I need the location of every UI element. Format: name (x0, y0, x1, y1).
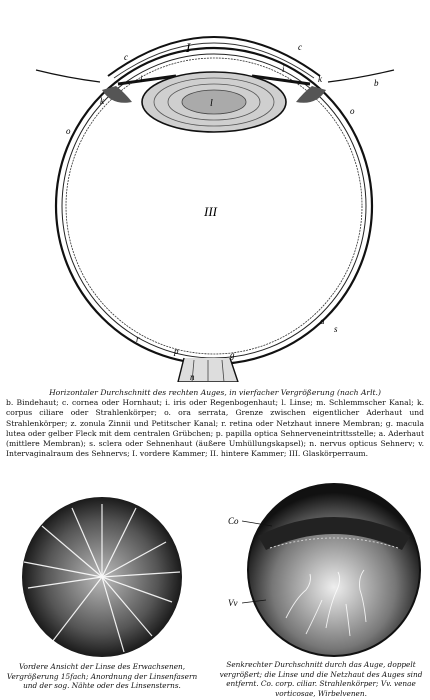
caption-title: Horizontaler Durchschnitt des rechten Auges, in vierfacher Vergrößerung (nach Arlt.) (49, 388, 381, 397)
vertical-section-figure (226, 478, 422, 658)
ciliary-body-right (296, 86, 326, 103)
label-g: g (230, 350, 235, 360)
label-o-left: o (66, 126, 71, 136)
section-figure-caption: Senkrechter Durchschnitt durch das Auge, doppelt vergrößert; die Linse und die Netzhaut des Auges sind entfernt. Co. corp. ciliar. Strahlenkörper; Vv. venae vorticosae, Wirbelvenen. (219, 660, 423, 698)
lens-figure-caption: Vordere Ansicht der Linse des Erwachsenen, Vergrößerung 15fach; Anordnung der Linsenfasern und der sog. Nähte oder des Linsensterns. (6, 662, 198, 691)
lens-layer (182, 90, 246, 114)
label-i-left: i (140, 74, 143, 84)
label-r: r (136, 334, 140, 344)
label-b: b (374, 78, 379, 88)
label-k-left: k (100, 96, 104, 106)
caption-body: b. Bindehaut; c. cornea oder Hornhaut; i. iris oder Regenbogenhaut; l. Linse; m. Schlemmscher Kanal; k. corpus ciliare oder Strahlenkörper; o. ora serrata, Grenze zwischen eigentlicher Aderhaut und Strahlenkörper; z. zonula Zinnii und Petitscher Kanal; r. retina oder Netzhaut innere Membran; g. macula lutea oder gelber Fleck mit dem centralen Grübchen; p. papilla optica Sehnerveneintrittsstelle; a. Aderhaut (mittlere Membran); s. sclera oder Sehnenhaut (äußere Umhüllungskapsel); n. nervus opticus Sehnerv; v. Intervaginalraum des Sehnervs; I. vordere Kammer; II. hintere Kammer; III. Glaskörperraum. (6, 398, 424, 459)
label-Vv: Vv (228, 598, 238, 608)
conjunctiva-left (36, 70, 100, 82)
main-figure-caption (6, 388, 424, 459)
label-o-right: o (350, 106, 355, 116)
label-Co: Co (228, 516, 239, 526)
eye-section-figure (28, 6, 402, 382)
lens-front-view-figure (12, 492, 192, 662)
label-p: p (174, 346, 179, 356)
label-c-right: c (298, 42, 302, 52)
label-a: a (320, 316, 325, 326)
ciliary-body-left (102, 86, 132, 103)
eyeball-section (248, 484, 420, 656)
label-k-right: k (318, 74, 322, 84)
label-III: III (204, 204, 217, 219)
label-l: l (210, 98, 213, 109)
label-c-left: c (124, 52, 128, 62)
label-s: s (334, 324, 338, 334)
label-I: I (186, 40, 191, 55)
label-n: n (190, 372, 195, 382)
conjunctiva-right (328, 70, 394, 82)
label-i-right: i (282, 64, 285, 74)
